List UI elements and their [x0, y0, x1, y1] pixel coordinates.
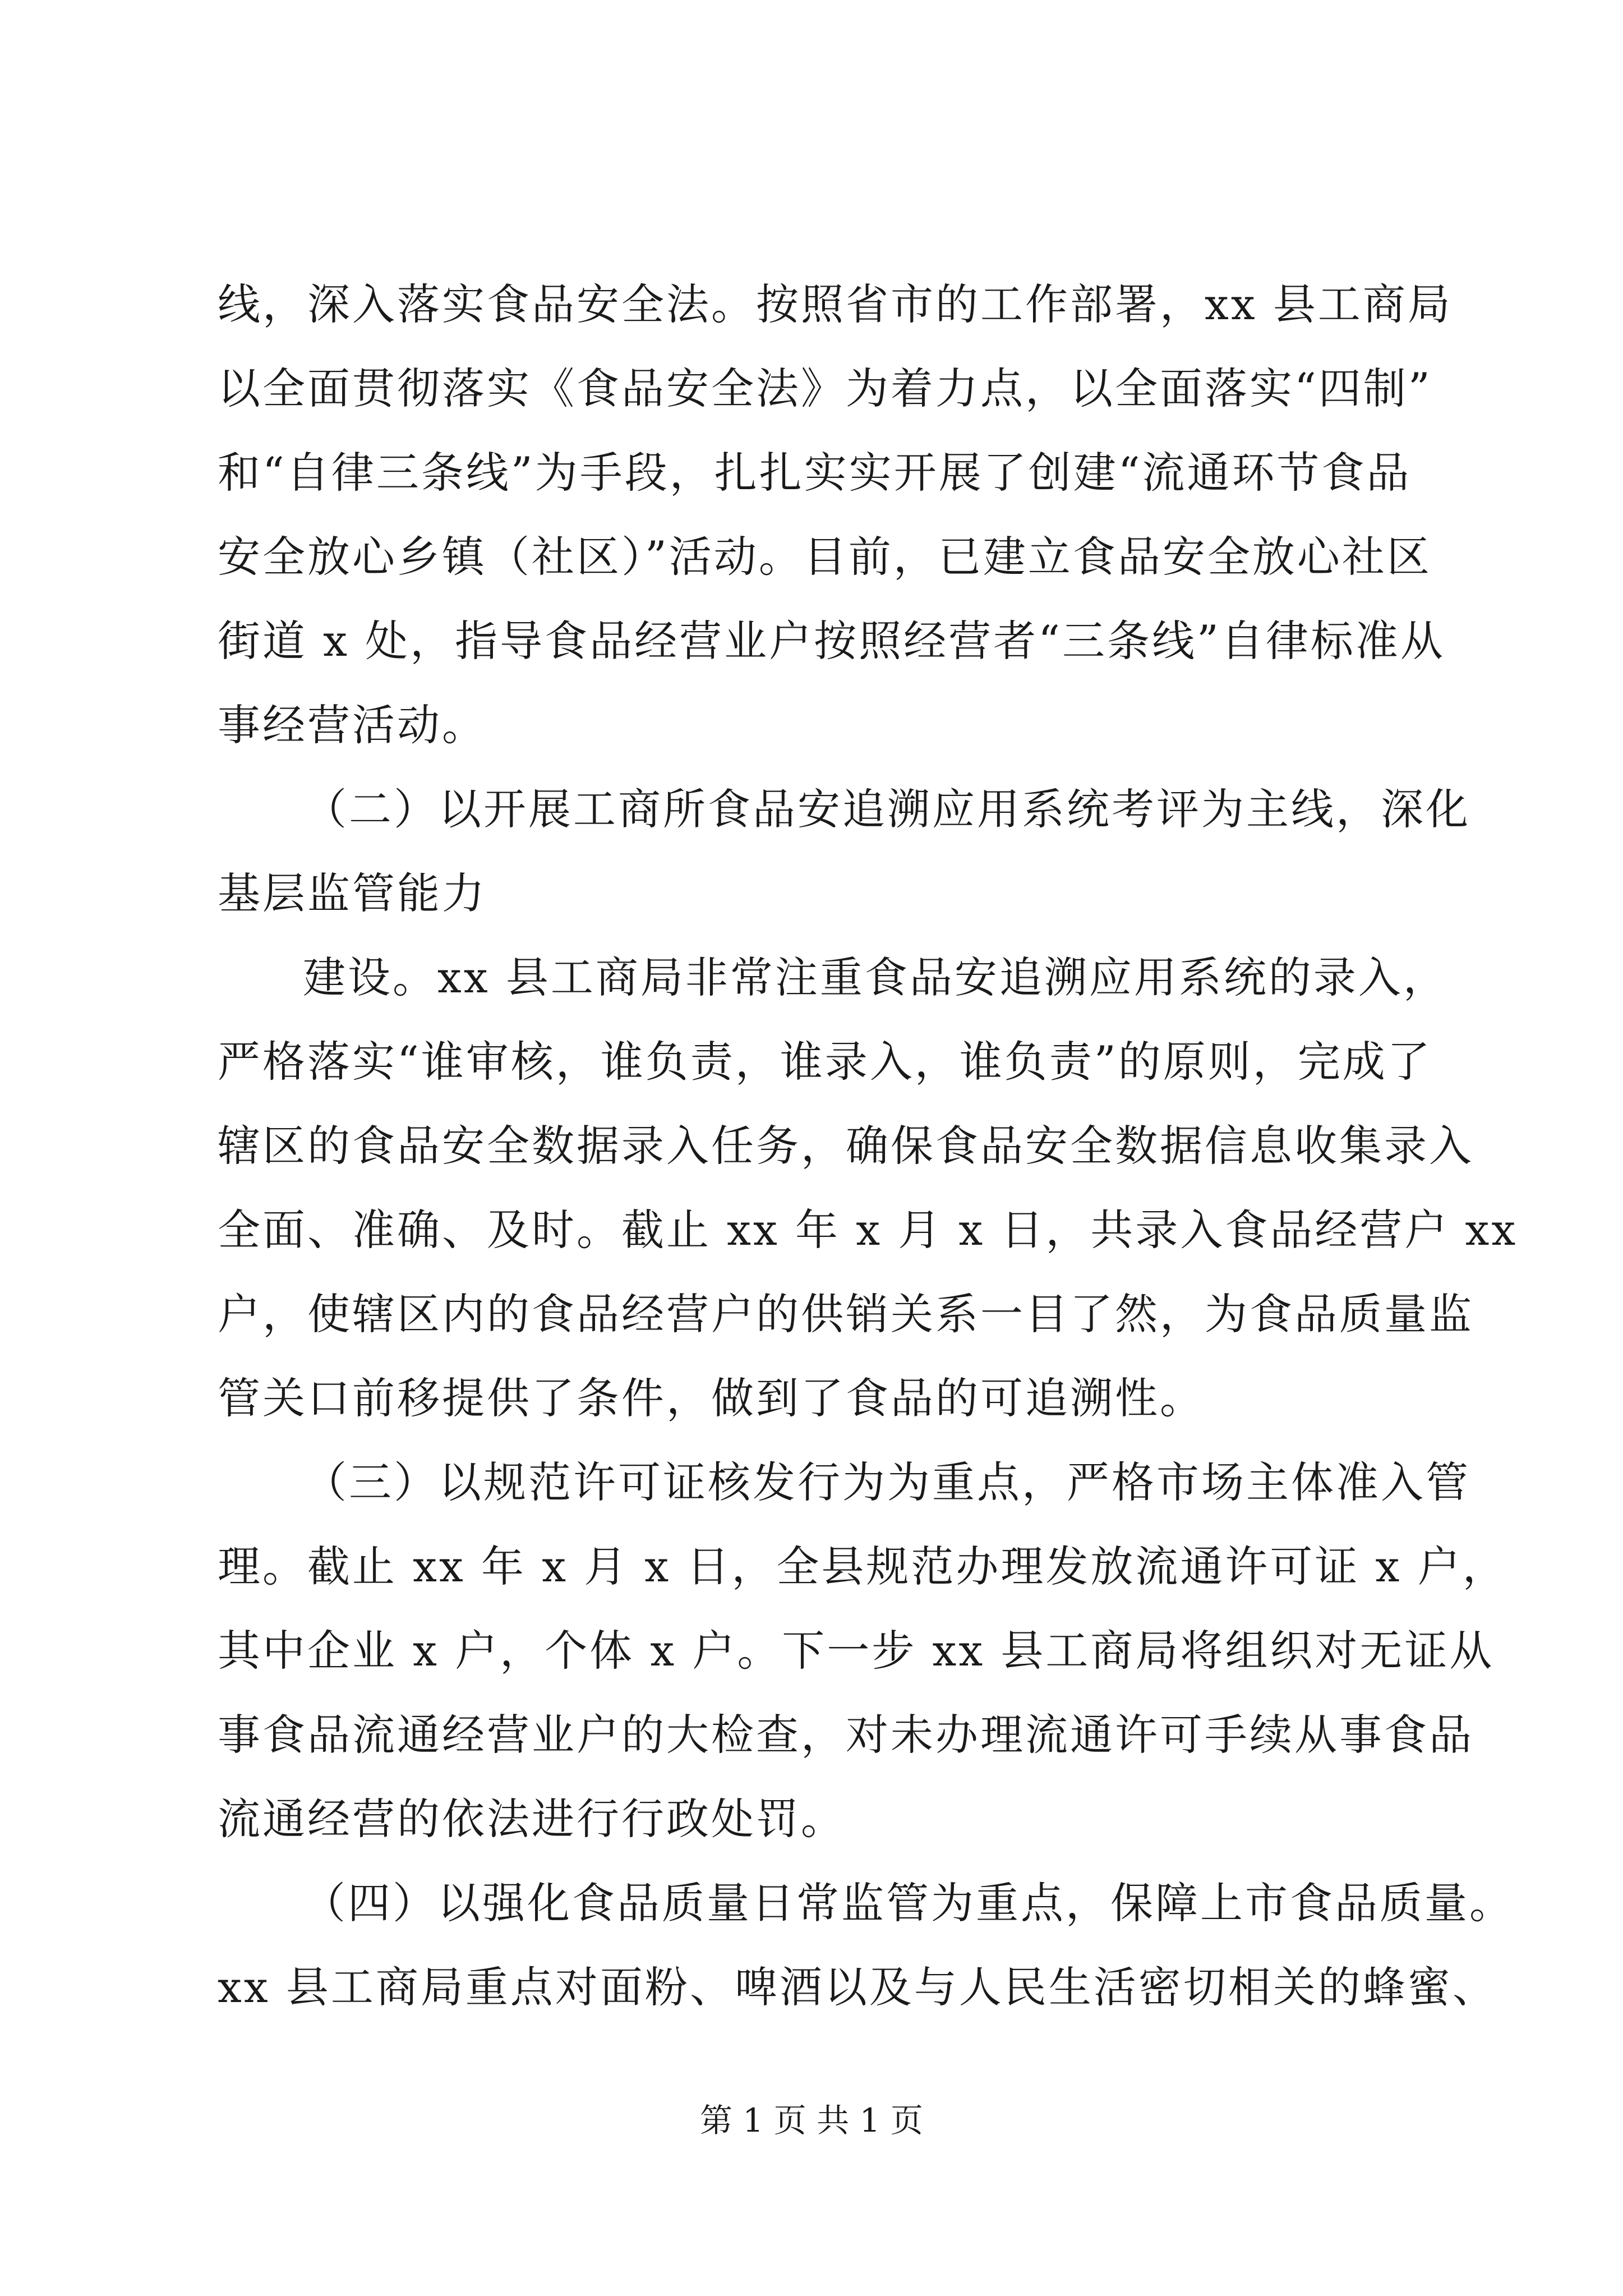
text-line: 流通经营的依法进行行政处罚。 [218, 1794, 846, 1844]
text-line: 建设。xx 县工商局非常注重食品安追溯应用系统的录入， [303, 953, 1448, 1002]
section-heading-2-cont: 基层监管能力 [218, 868, 487, 918]
text-line: 户，使辖区内的食品经营户的供销关系一目了然，为食品质量监 [218, 1289, 1474, 1339]
text-line: 理。截止 xx 年 x 月 x 日，全县规范办理发放流通许可证 x 户， [218, 1542, 1507, 1591]
text-line: 线，深入落实食品安全法。按照省市的工作部署，xx 县工商局 [218, 279, 1453, 329]
text-line: 以全面贯彻落实《食品安全法》为着力点，以全面落实“四制” [218, 364, 1432, 413]
document-body [218, 263, 1518, 2030]
section-heading-3: （三）以规范许可证核发行为为重点，严格市场主体准入管 [304, 1457, 1470, 1507]
text-line: 事食品流通经营业户的大检查，对未办理流通许可手续从事食品 [218, 1710, 1474, 1760]
text-line: 管关口前移提供了条件，做到了食品的可追溯性。 [218, 1373, 1205, 1423]
text-line: 街道 x 处，指导食品经营业户按照经营者“三条线”自律标准从 [218, 616, 1445, 666]
page-footer: 第 1 页 共 1 页 [700, 2101, 923, 2139]
text-line: 其中企业 x 户，个体 x 户。下一步 xx 县工商局将组织对无证从 [218, 1626, 1495, 1676]
text-line: 事经营活动。 [218, 700, 487, 750]
text-line: 和“自律三条线”为手段，扎扎实实开展了创建“流通环节食品 [218, 448, 1412, 498]
text-line: 安全放心乡镇（社区）”活动。目前，已建立食品安全放心社区 [218, 532, 1432, 582]
text-line: xx 县工商局重点对面粉、啤酒以及与人民生活密切相关的蜂蜜、 [218, 1962, 1497, 2012]
text-line: 全面、准确、及时。截止 xx 年 x 月 x 日，共录入食品经营户 xx [218, 1205, 1518, 1255]
section-heading-2: （二）以开展工商所食品安追溯应用系统考评为主线，深化 [304, 784, 1470, 834]
text-line: 辖区的食品安全数据录入任务，确保食品安全数据信息收集录入 [218, 1121, 1474, 1171]
text-line: 严格落实“谁审核，谁负责，谁录入，谁负责”的原则，完成了 [218, 1037, 1432, 1087]
section-heading-4: （四）以强化食品质量日常监管为重点，保障上市食品质量。 [303, 1878, 1514, 1928]
